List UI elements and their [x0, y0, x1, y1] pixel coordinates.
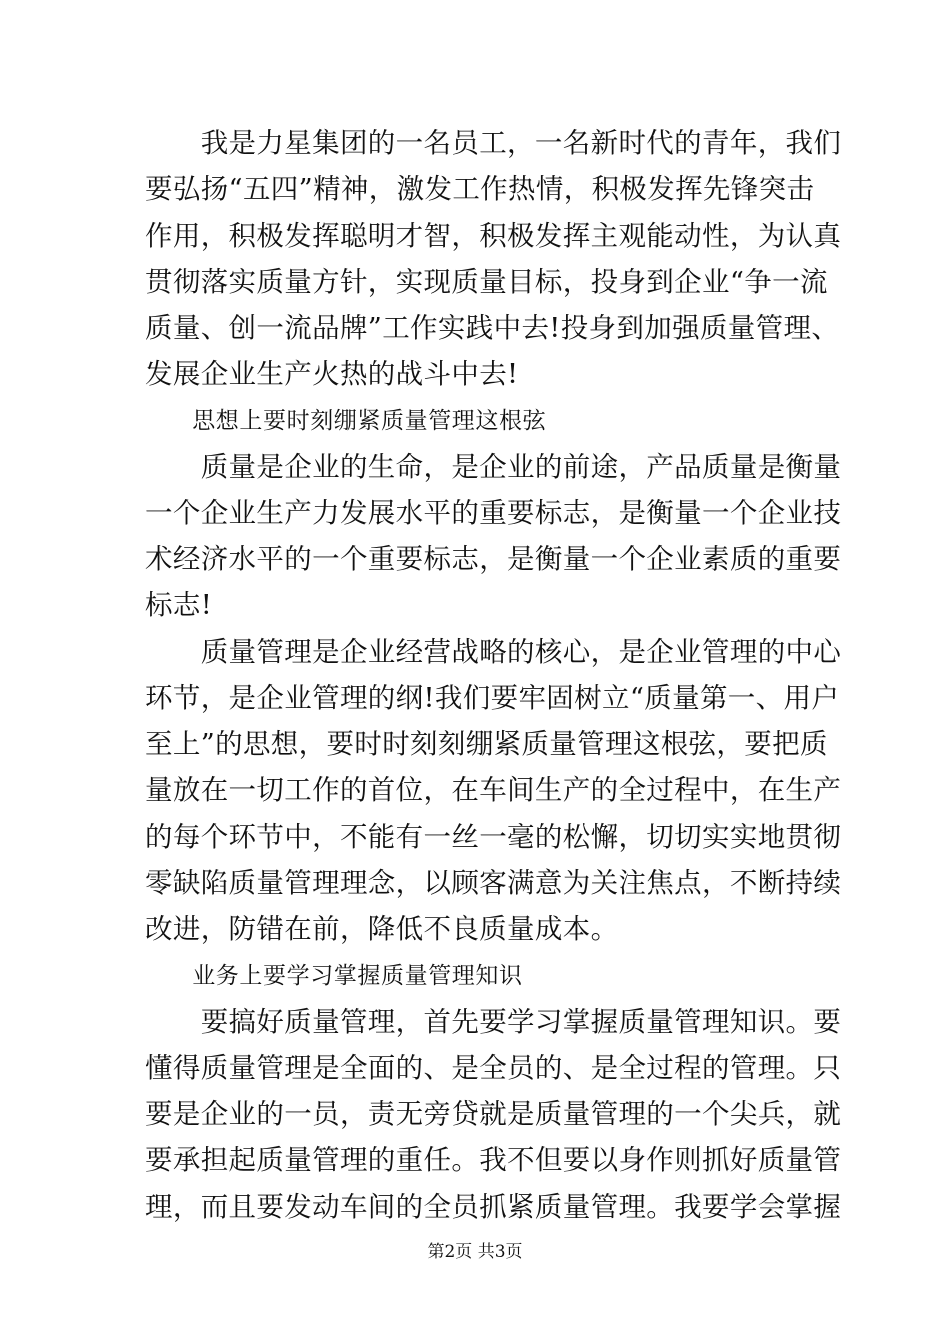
page-footer: 第2页 共3页	[427, 1242, 523, 1262]
paragraph-line: 质量、创一流品牌”工作实践中去!投身到加强质量管理、	[145, 312, 840, 344]
paragraph-line: 要弘扬“五四”精神，激发工作热情，积极发挥先锋突击	[145, 173, 815, 205]
paragraph-line: 要承担起质量管理的重任。我不但要以身作则抓好质量管	[145, 1144, 842, 1176]
paragraph-line: 至上”的思想，要时时刻刻绷紧质量管理这根弦，要把质	[145, 728, 828, 760]
paragraph-line: 改进，防错在前，降低不良质量成本。	[145, 913, 619, 945]
paragraph-line: 的每个环节中，不能有一丝一毫的松懈，切切实实地贯彻	[145, 821, 842, 853]
paragraph-line: 一个企业生产力发展水平的重要标志，是衡量一个企业技	[145, 497, 842, 529]
paragraph-line: 零缺陷质量管理理念，以顾客满意为关注焦点，不断持续	[145, 867, 842, 899]
paragraph-line: 量放在一切工作的首位，在车间生产的全过程中，在生产	[145, 774, 842, 806]
paragraph-line: 作用，积极发挥聪明才智，积极发挥主观能动性，为认真	[145, 220, 842, 252]
paragraph-line: 理，而且要发动车间的全员抓紧质量管理。我要学会掌握	[145, 1191, 842, 1223]
section-heading: 思想上要时刻绷紧质量管理这根弦	[145, 408, 547, 434]
section-heading: 业务上要学习掌握质量管理知识	[145, 963, 523, 989]
paragraph-line: 要搞好质量管理，首先要学习掌握质量管理知识。要	[145, 1006, 842, 1038]
paragraph-line: 环节，是企业管理的纲!我们要牢固树立“质量第一、用户	[145, 682, 840, 714]
paragraph-line: 懂得质量管理是全面的、是全员的、是全过程的管理。只	[145, 1052, 842, 1084]
paragraph-line: 质量管理是企业经营战略的核心，是企业管理的中心	[145, 636, 842, 668]
paragraph-line: 我是力星集团的一名员工，一名新时代的青年，我们	[145, 127, 842, 159]
paragraph-line: 贯彻落实质量方针，实现质量目标，投身到企业“争一流	[145, 266, 828, 298]
paragraph-line: 要是企业的一员，责无旁贷就是质量管理的一个尖兵，就	[145, 1098, 842, 1130]
paragraph-line: 标志!	[145, 589, 213, 621]
paragraph-line: 发展企业生产火热的战斗中去!	[145, 358, 519, 390]
paragraph-line: 质量是企业的生命，是企业的前途，产品质量是衡量	[145, 451, 842, 483]
paragraph-line: 术经济水平的一个重要标志，是衡量一个企业素质的重要	[145, 543, 842, 575]
